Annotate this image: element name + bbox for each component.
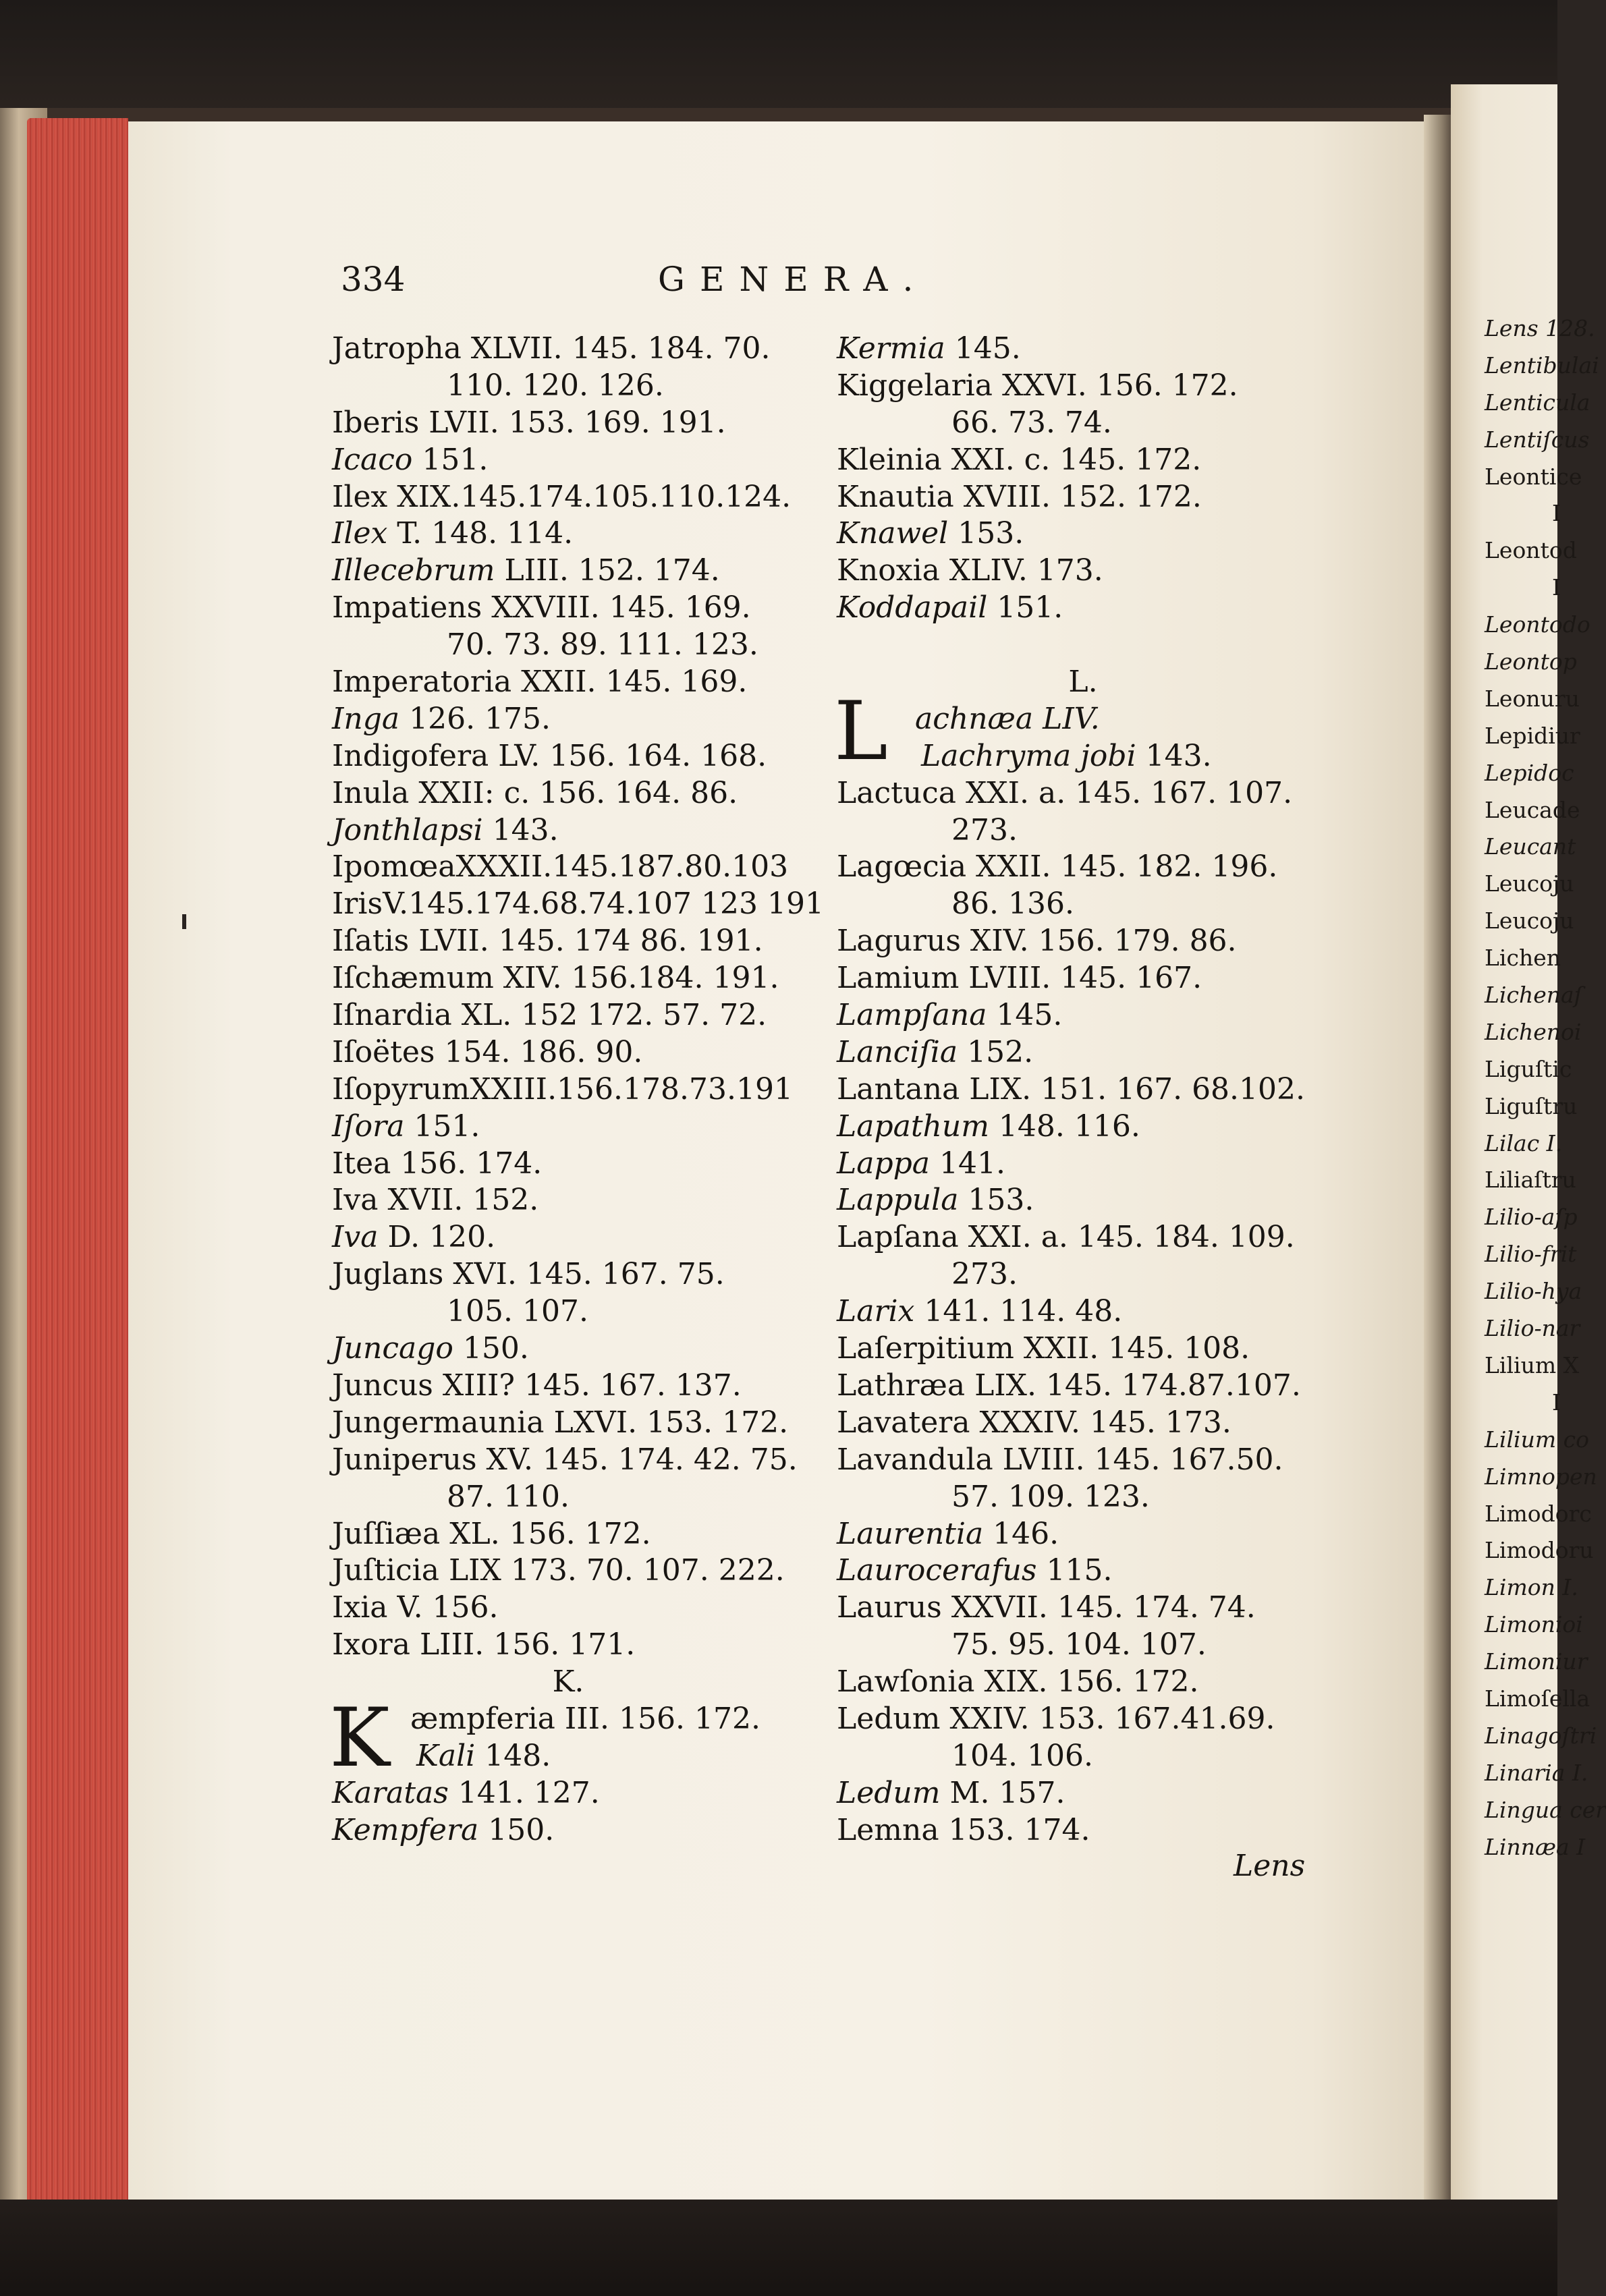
right-page-entry: I xyxy=(1552,1389,1561,1416)
entry-name-italic: Kali xyxy=(416,1738,476,1773)
entry-refs: 146. xyxy=(983,1516,1059,1551)
index-entry: 87. 110. xyxy=(447,1479,570,1514)
entry-name-italic: Iva xyxy=(332,1220,379,1255)
entry-refs: 151. xyxy=(987,590,1063,625)
entry-refs: 151. xyxy=(404,1109,480,1144)
index-entry: Inula XXII: c. 156. 164. 86. xyxy=(332,775,738,810)
index-entry xyxy=(837,1109,1329,1146)
index-entry: 66. 73. 74. xyxy=(951,405,1112,440)
index-entry: 104. 106. xyxy=(951,1738,1093,1773)
right-page-entry: Leontop xyxy=(1485,648,1577,675)
index-entry: Juſſiæa XL. 156. 172. xyxy=(332,1516,651,1551)
right-page-entry: Leucoju xyxy=(1485,870,1574,897)
index-entry: Kiggelaria XXVI. 156. 172. xyxy=(837,368,1238,403)
index-entry xyxy=(837,1293,1329,1331)
drop-initial: K xyxy=(329,1691,390,1785)
right-page-entry: Leontodo xyxy=(1485,611,1590,638)
entry-name-italic: Icaco xyxy=(332,442,413,477)
index-entry xyxy=(837,1552,1329,1590)
entry-refs: 150. xyxy=(478,1812,555,1847)
right-page-entry: Leucoju xyxy=(1485,907,1574,934)
index-entry: Jatropha XLVII. 145. 184. 70. xyxy=(332,331,771,366)
right-page-entry: Lenticula xyxy=(1485,389,1590,416)
entry-name-italic: Iſora xyxy=(332,1109,405,1144)
index-entry: Lantana LIX. 151. 167. 68.102. xyxy=(837,1071,1306,1107)
entry-name-italic: Juncago xyxy=(332,1331,453,1366)
right-page-entry: Lilio-nar xyxy=(1485,1315,1580,1342)
index-entry: Juſticia LIX 173. 70. 107. 222. xyxy=(332,1553,785,1588)
right-page-entry: Lingua cer xyxy=(1485,1796,1606,1823)
index-entry: K. xyxy=(552,1664,584,1700)
index-entry: Imperatoria XXII. 145. 169. xyxy=(332,665,748,700)
right-page-entry: Limon I. xyxy=(1485,1574,1578,1601)
index-entry: Juglans XVI. 145. 167. 75. xyxy=(332,1257,725,1292)
page-number: 334 xyxy=(341,260,406,299)
index-entry: Ilex XIX.145.174.105.110.124. xyxy=(332,479,792,514)
entry-name-italic: Lappula xyxy=(837,1183,959,1218)
index-entry: Lemna 153. 174. xyxy=(837,1812,1090,1847)
right-page-entry: Linnæa I xyxy=(1485,1833,1586,1860)
index-entry: Ledum XXIV. 153. 167.41.69. xyxy=(837,1701,1275,1736)
entry-name-italic: Laurentia xyxy=(837,1516,984,1551)
entry-text: æmpferia III. 156. 172. xyxy=(410,1701,760,1736)
index-entry xyxy=(837,1034,1329,1071)
index-entry xyxy=(332,812,804,849)
entry-refs: M. 157. xyxy=(940,1775,1065,1810)
right-page-entry: Leonuru xyxy=(1485,685,1580,712)
entry-text: achnæa LIV. xyxy=(915,701,1100,736)
index-entry: L. xyxy=(1068,665,1098,700)
right-page-entry: Liliaſtru xyxy=(1485,1167,1576,1194)
entry-name-italic: Kempfera xyxy=(332,1812,479,1847)
entry-name-italic: Lampſana xyxy=(837,998,987,1033)
entry-refs: D. 120. xyxy=(378,1220,496,1255)
index-entry xyxy=(332,1775,804,1812)
right-page-entry: Lichen xyxy=(1485,945,1561,972)
entry-refs: LIII. 152. 174. xyxy=(495,553,720,588)
index-entry xyxy=(837,997,1329,1034)
index-entry: Iſoëtes 154. 186. 90. xyxy=(332,1034,643,1069)
index-entry xyxy=(837,627,1329,664)
right-page-entry: Lepidoc xyxy=(1485,759,1574,786)
right-page-entry: Lilio-aſp xyxy=(1485,1204,1578,1231)
index-entry: Lagurus XIV. 156. 179. 86. xyxy=(837,924,1237,959)
right-page-entry: Liguſtic xyxy=(1485,1055,1572,1082)
index-entry xyxy=(837,1775,1329,1812)
entry-refs: 148. 116. xyxy=(989,1109,1140,1144)
index-entry xyxy=(332,1219,804,1256)
index-entry xyxy=(837,515,1329,553)
entry-refs: 143. xyxy=(1136,738,1212,773)
index-entry: Ixia V. 156. xyxy=(332,1590,499,1625)
right-page-entry: Lepidiur xyxy=(1485,722,1580,749)
entry-name-italic: Lachryma jobi xyxy=(921,738,1136,773)
entry-name-italic: Ilex xyxy=(332,516,388,551)
index-entry: Lactuca XXI. a. 145. 167. 107. xyxy=(837,775,1293,810)
index-entry: 110. 120. 126. xyxy=(447,368,664,403)
entry-refs: 152. xyxy=(958,1034,1034,1069)
index-entry: Lavatera XXXIV. 145. 173. xyxy=(837,1405,1231,1440)
index-entry: Impatiens XXVIII. 145. 169. xyxy=(332,590,751,625)
entry-refs: 115. xyxy=(1036,1553,1113,1588)
entry-name-italic: Lappa xyxy=(837,1146,931,1181)
index-column-right xyxy=(834,331,1329,1849)
index-entry: Laurus XXVII. 145. 174. 74. xyxy=(837,1590,1256,1625)
right-page-entry: I xyxy=(1552,500,1561,527)
ink-mark xyxy=(182,914,186,929)
entry-name-italic: Larix xyxy=(837,1294,915,1329)
index-entry: Iſchæmum XIV. 156.184. 191. xyxy=(332,961,779,996)
entry-refs: 141. 114. 48. xyxy=(914,1294,1123,1329)
index-entry: Itea 156. 174. xyxy=(332,1146,543,1181)
entry-name-italic: Jonthlapsi xyxy=(332,812,483,847)
right-page-entry: Limnopen xyxy=(1485,1463,1597,1490)
index-entry: IpomœaXXXII.145.187.80.103 xyxy=(332,849,789,885)
drop-initial: L xyxy=(834,684,888,779)
index-entry: 75. 95. 104. 107. xyxy=(951,1627,1207,1662)
entry-refs: 151. xyxy=(412,442,489,477)
index-entry: Juncus XIII? 145. 167. 137. xyxy=(332,1368,742,1403)
right-page-entry: Limoſella xyxy=(1485,1685,1590,1712)
index-entry: Juniperus XV. 145. 174. 42. 75. xyxy=(332,1442,798,1477)
index-entry xyxy=(332,1812,804,1849)
entry-refs: 145. xyxy=(987,998,1063,1033)
index-entry xyxy=(837,1146,1329,1183)
entry-refs: 145. xyxy=(945,331,1021,366)
right-page-entry: Limoniur xyxy=(1485,1648,1588,1675)
index-entry: Jungermaunia LXVI. 153. 172. xyxy=(332,1405,789,1440)
index-entry xyxy=(837,1516,1329,1553)
right-page-entry: Liguſtru xyxy=(1485,1092,1578,1119)
index-entry xyxy=(332,442,804,479)
index-entry: 105. 107. xyxy=(447,1294,588,1329)
index-entry: 70. 73. 89. 111. 123. xyxy=(447,627,758,663)
entry-name-italic: Lanciſia xyxy=(837,1034,958,1069)
background-top xyxy=(0,0,1557,115)
index-entry: Iva XVII. 152. xyxy=(332,1183,539,1218)
entry-refs: 153. xyxy=(948,516,1024,551)
right-page-entry: I xyxy=(1552,574,1561,601)
index-entry xyxy=(332,1331,804,1368)
entry-name-italic: Koddapail xyxy=(837,590,988,625)
red-fore-edge xyxy=(27,118,128,2206)
index-entry xyxy=(332,1109,804,1146)
index-entry: Lagœcia XXII. 145. 182. 196. xyxy=(837,849,1278,885)
entry-name-italic: Knawel xyxy=(837,516,949,551)
entry-name-italic: Ledum xyxy=(837,1775,941,1810)
right-page-fragments xyxy=(1485,310,1606,1866)
right-page-entry: Lilium X xyxy=(1485,1351,1580,1378)
index-entry: Knautia XVIII. 152. 172. xyxy=(837,479,1202,514)
index-entry: Ixora LIII. 156. 171. xyxy=(332,1627,636,1662)
index-entry: IrisV.145.174.68.74.107 123 191 xyxy=(332,887,824,922)
right-page-entry: Lichenaſ xyxy=(1485,982,1582,1009)
entry-refs: 126. 175. xyxy=(399,701,551,736)
entry-name-italic: Laurocerafus xyxy=(837,1553,1037,1588)
entry-name-italic: Inga xyxy=(332,701,400,736)
index-entry: 86. 136. xyxy=(951,887,1074,922)
entry-refs: 143. xyxy=(482,812,559,847)
catchword: Lens xyxy=(1234,1849,1306,1883)
index-entry xyxy=(332,515,804,553)
index-column-left xyxy=(329,331,824,1849)
index-entry: IſopyrumXXIII.156.178.73.191 xyxy=(332,1071,793,1107)
index-entry: Indigofera LV. 156. 164. 168. xyxy=(332,738,767,773)
right-page-entry: Lichenoi xyxy=(1485,1018,1582,1045)
index-entry: Kleinia XXI. c. 145. 172. xyxy=(837,442,1202,477)
right-page-entry: Lentiſcus xyxy=(1485,426,1590,453)
right-page-entry: Leontod xyxy=(1485,537,1577,564)
index-entry: 57. 109. 123. xyxy=(951,1479,1150,1514)
right-page-entry: Linagoſtri xyxy=(1485,1722,1597,1749)
right-page-entry: Lilium co xyxy=(1485,1426,1589,1453)
entry-refs: 141. xyxy=(930,1146,1005,1181)
index-entry xyxy=(332,701,804,738)
right-page-entry: Linaria I. xyxy=(1485,1759,1588,1786)
right-page-entry: Limonioi xyxy=(1485,1611,1583,1638)
index-entry: 273. xyxy=(951,812,1018,847)
index-entry xyxy=(837,331,1329,368)
right-page-entry: Limodoru xyxy=(1485,1537,1594,1564)
index-entry xyxy=(837,1182,1329,1219)
index-entry: Iſnardia XL. 152 172. 57. 72. xyxy=(332,998,767,1033)
running-title: GENERA. xyxy=(658,260,929,299)
index-entry xyxy=(332,553,804,590)
entry-refs: 148. xyxy=(475,1738,551,1773)
entry-name-italic: Karatas xyxy=(332,1775,449,1810)
right-page-entry: Lilac I. xyxy=(1485,1129,1563,1156)
right-page-entry: Leucant xyxy=(1485,833,1576,860)
index-entry: Lawſonia XIX. 156. 172. xyxy=(837,1664,1199,1700)
right-page-entry: Limodorc xyxy=(1485,1500,1592,1527)
index-entry xyxy=(837,590,1329,627)
index-entry: 273. xyxy=(951,1257,1018,1292)
entry-refs: 150. xyxy=(453,1331,529,1366)
index-entry: Laſerpitium XXII. 145. 108. xyxy=(837,1331,1250,1366)
index-entry: Lapſana XXI. a. 145. 184. 109. xyxy=(837,1220,1295,1255)
entry-refs: 141. 127. xyxy=(448,1775,600,1810)
page-gutter xyxy=(1424,115,1454,2213)
right-page-entry: Lens 128. xyxy=(1485,315,1595,341)
index-entry: Lathræa LIX. 145. 174.87.107. xyxy=(837,1368,1301,1403)
index-entry: Lavandula LVIII. 145. 167.50. xyxy=(837,1442,1283,1477)
index-entry: Knoxia XLIV. 173. xyxy=(837,553,1103,588)
index-entry: Iberis LVII. 153. 169. 191. xyxy=(332,405,726,440)
right-page-entry: Lentibulai xyxy=(1485,352,1599,379)
entry-name-italic: Kermia xyxy=(837,331,945,366)
entry-name-italic: Lapathum xyxy=(837,1109,989,1144)
right-page-entry: Lilio-frit xyxy=(1485,1241,1577,1268)
right-page-entry: Lilio-hya xyxy=(1485,1278,1582,1305)
entry-refs: 153. xyxy=(958,1183,1034,1218)
index-entry: Iſatis LVII. 145. 174 86. 191. xyxy=(332,924,763,959)
right-page-entry: Leontice xyxy=(1485,463,1582,490)
index-entry: Lamium LVIII. 145. 167. xyxy=(837,961,1202,996)
right-page-entry: Leucade xyxy=(1485,796,1580,823)
background-bottom xyxy=(0,2200,1557,2296)
entry-name-italic: Illecebrum xyxy=(332,553,495,588)
entry-refs: T. 148. 114. xyxy=(387,516,574,551)
